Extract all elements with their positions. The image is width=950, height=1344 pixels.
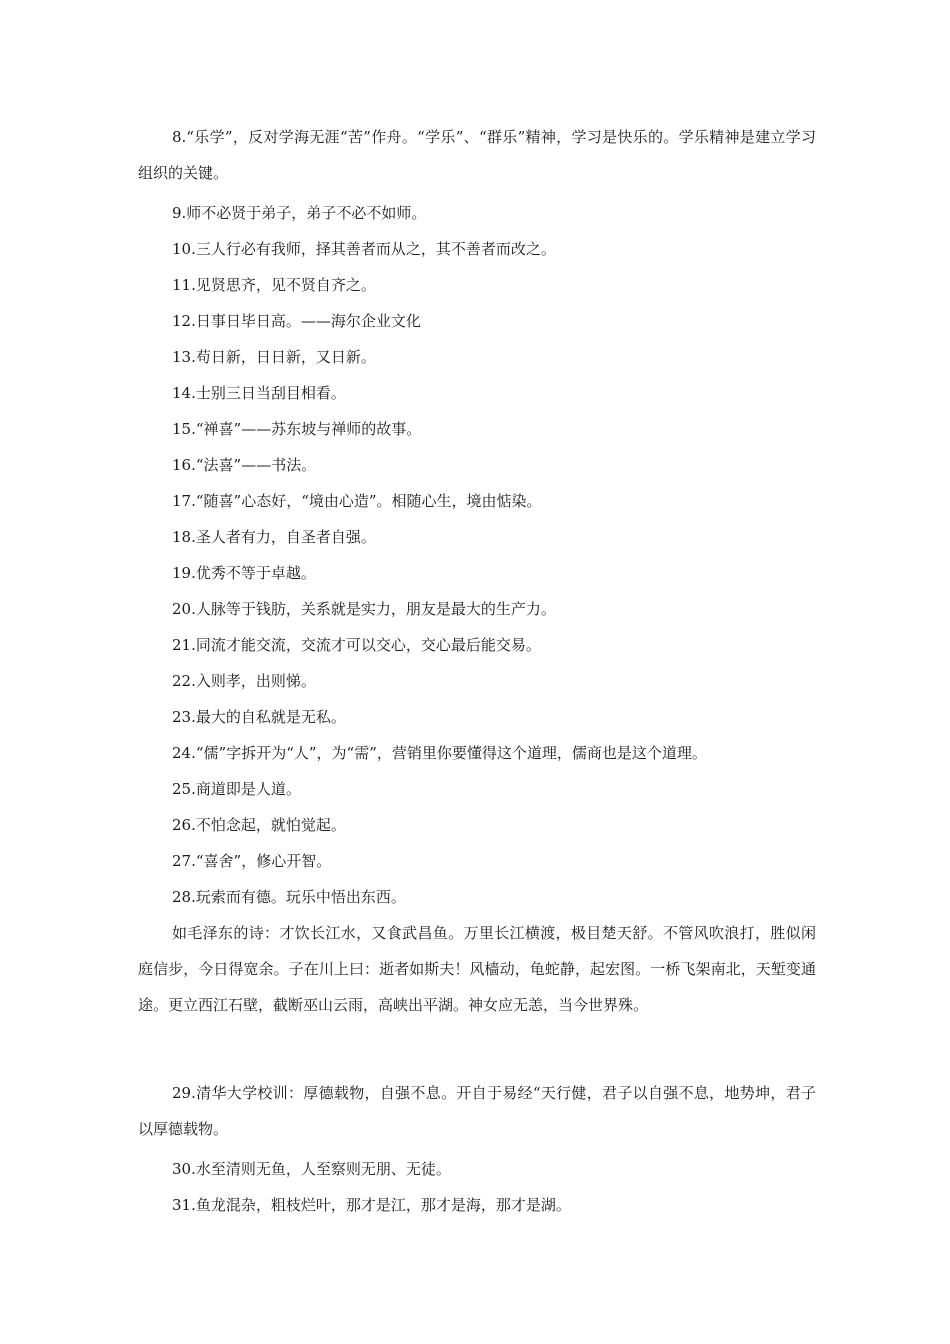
paragraph-26: 26.不怕念起，就怕觉起。	[172, 816, 346, 834]
paragraph-23: 23.最大的自私就是无私。	[172, 708, 346, 726]
paragraph-13: 13.苟日新，日日新，又日新。	[172, 348, 376, 366]
paragraph-16: 16.“法喜”——书法。	[172, 456, 317, 474]
paragraph-14: 14.士别三日当刮目相看。	[172, 384, 346, 402]
paragraph-20: 20.人脉等于钱肪，关系就是实力，朋友是最大的生产力。	[172, 600, 556, 618]
paragraph-31: 31.鱼龙混杂，粗枝烂叶，那才是江，那才是海，那才是湖。	[172, 1196, 571, 1214]
paragraph-9: 9.师不必贤于弟子，弟子不必不如师。	[172, 204, 427, 222]
paragraph-poem: 如毛泽东的诗：才饮长江水，又食武昌鱼。万里长江横渡，极目楚天舒。不管风吹浪打，胜似闲庭信步，今日得宽余。子在川上曰：逝者如斯夫！风樯动，龟蛇静，起宏图。一桥飞架南北，天堑变通途。更立西江石壁，截断巫山云雨，高峡出平湖。神女应无恙，当今世界殊。	[138, 924, 816, 1014]
paragraph-24: 24.“儒”字拆开为“人”，为“需”，营销里你要懂得这个道理，儒商也是这个道理。	[172, 744, 707, 762]
paragraph-15: 15.“禅喜”——苏东坡与禅师的故事。	[172, 420, 422, 438]
paragraph-28: 28.玩索而有德。玩乐中悟出东西。	[172, 888, 406, 906]
paragraph-27: 27.“喜舍”，修心开智。	[172, 852, 332, 870]
paragraph-12: 12.日事日毕日高。——海尔企业文化	[172, 312, 421, 330]
paragraph-25: 25.商道即是人道。	[172, 780, 301, 798]
paragraph-17: 17.“随喜”心态好，“境由心造”。相随心生，境由惦染。	[172, 492, 542, 510]
paragraph-21: 21.同流才能交流，交流才可以交心，交心最后能交易。	[172, 636, 541, 654]
paragraph-11: 11.见贤思齐，见不贤自齐之。	[172, 276, 376, 294]
paragraph-22: 22.入则孝，出则悌。	[172, 672, 316, 690]
paragraph-8: 8.“乐学”，反对学海无涯“苦”作舟。“学乐”、“群乐”精神，学习是快乐的。学乐精神是建立学习组织的关键。	[138, 128, 816, 182]
paragraph-29: 29.清华大学校训：厚德载物，自强不息。开自于易经“天行健，君子以自强不息，地势坤，君子以厚德载物。	[138, 1084, 816, 1138]
paragraph-10: 10.三人行必有我师，择其善者而从之，其不善者而改之。	[172, 240, 556, 258]
paragraph-30: 30.水至清则无鱼，人至察则无朋、无徒。	[172, 1160, 451, 1178]
paragraph-19: 19.优秀不等于卓越。	[172, 564, 316, 582]
paragraph-18: 18.圣人者有力，自圣者自强。	[172, 528, 376, 546]
